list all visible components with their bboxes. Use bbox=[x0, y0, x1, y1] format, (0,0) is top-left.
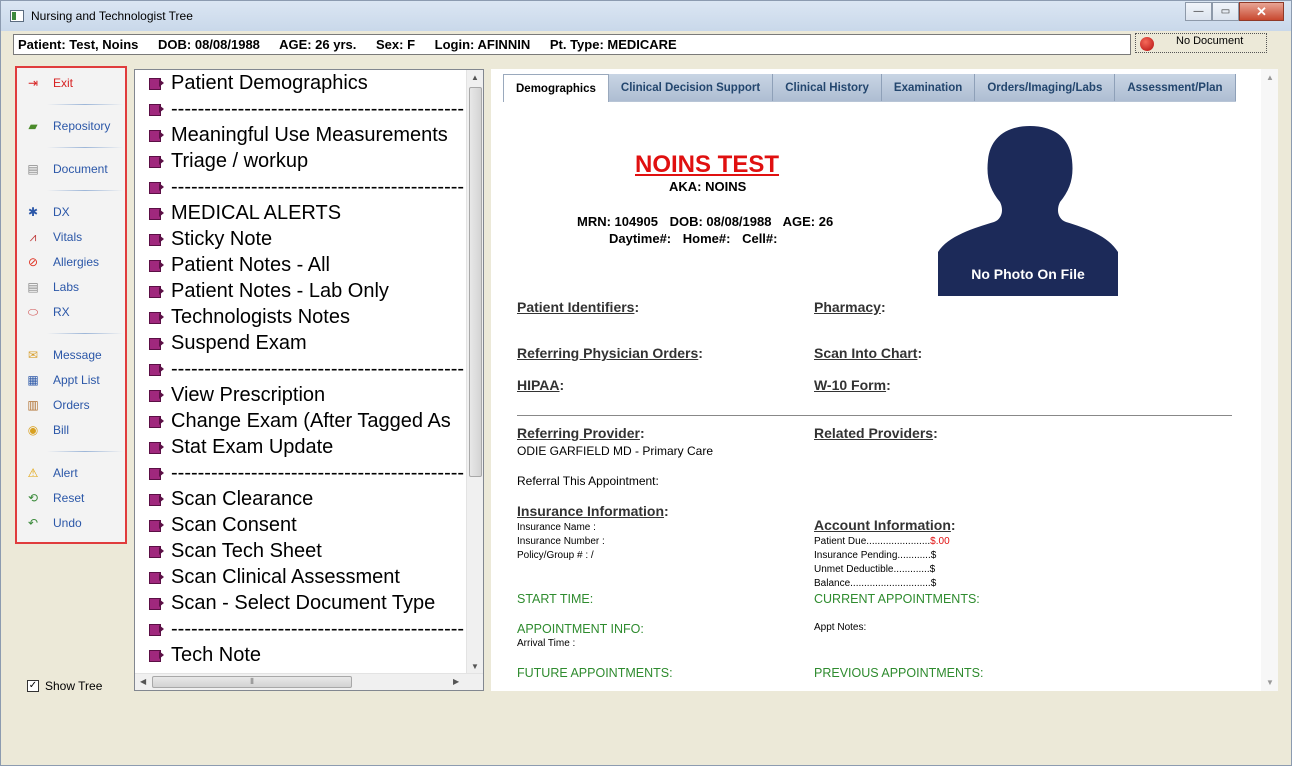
patient-type: Pt. Type: MEDICARE bbox=[549, 37, 677, 52]
menu-divider bbox=[47, 104, 123, 105]
menu-divider bbox=[47, 333, 123, 334]
menu-divider bbox=[47, 147, 123, 148]
tree-item[interactable] bbox=[149, 96, 464, 122]
tree-item[interactable] bbox=[149, 590, 435, 616]
tree-item-label: Change Exam (After Tagged As bbox=[171, 409, 451, 432]
tree-item-label: Scan Tech Sheet bbox=[171, 539, 322, 562]
alert-label: Alert bbox=[53, 466, 78, 480]
daytime-phone: Daytime#: bbox=[609, 231, 672, 246]
login-user: Login: AFINNIN bbox=[434, 37, 531, 52]
scroll-up-icon[interactable]: ▲ bbox=[471, 73, 479, 82]
tree-item[interactable] bbox=[149, 616, 464, 642]
section-divider bbox=[517, 415, 1232, 416]
referral-appointment: Referral This Appointment: bbox=[517, 474, 659, 488]
tree-item-label: Technologists Notes bbox=[171, 305, 350, 328]
policy-group: Policy/Group # : / bbox=[517, 550, 594, 561]
labs-button[interactable] bbox=[25, 278, 125, 296]
future-appointments: FUTURE APPOINTMENTS: bbox=[517, 666, 673, 680]
balance: Balance.............................$ bbox=[814, 578, 937, 589]
tree-item[interactable] bbox=[149, 252, 330, 278]
tree-node-icon bbox=[149, 390, 165, 400]
tree-item[interactable] bbox=[149, 226, 272, 252]
lab-report-icon: ▤ bbox=[27, 280, 39, 294]
appt-list-label: Appt List bbox=[53, 373, 100, 387]
tree-item[interactable] bbox=[149, 200, 341, 226]
tree-item-label: Suspend Exam bbox=[171, 331, 307, 354]
document-icon: ▤ bbox=[27, 162, 39, 176]
arrival-time: Arrival Time : bbox=[517, 638, 576, 649]
document-button[interactable] bbox=[25, 160, 125, 178]
tree-item-label: Scan - Select Document Type bbox=[171, 591, 436, 614]
reset-icon: ⟲ bbox=[27, 491, 39, 505]
exit-label: Exit bbox=[53, 76, 74, 90]
tree-item[interactable] bbox=[149, 382, 325, 408]
referring-orders-link[interactable]: Referring Physician Orders: bbox=[517, 345, 703, 361]
warning-icon: ⚠ bbox=[27, 466, 39, 480]
tree-node-icon bbox=[149, 442, 165, 452]
tree-node-icon bbox=[149, 416, 165, 426]
patient-name: Patient: Test, Noins bbox=[18, 37, 139, 52]
orders-label: Orders bbox=[53, 398, 90, 412]
scroll-left-icon[interactable]: ◀ bbox=[140, 677, 147, 686]
tab-examination[interactable]: Examination bbox=[882, 74, 975, 101]
labs-label: Labs bbox=[53, 280, 80, 294]
tree-item-label: View Prescription bbox=[171, 383, 326, 406]
scroll-thumb[interactable] bbox=[469, 87, 482, 477]
reset-label: Reset bbox=[53, 491, 85, 505]
current-appointments: CURRENT APPOINTMENTS: bbox=[814, 592, 980, 606]
tree-item-label: -------------------------------------------- bbox=[171, 617, 465, 640]
repository-label: Repository bbox=[53, 119, 111, 133]
undo-label: Undo bbox=[53, 516, 82, 530]
tree-item[interactable] bbox=[149, 538, 322, 564]
undo-icon: ↶ bbox=[27, 516, 39, 530]
window-controls bbox=[1185, 2, 1284, 22]
maximize-button[interactable]: ▭ bbox=[1212, 2, 1239, 21]
tree-item-label: -------------------------------------------- bbox=[171, 461, 465, 484]
rx-label: RX bbox=[53, 305, 70, 319]
unmet-deductible: Unmet Deductible.............$ bbox=[814, 564, 936, 575]
scroll-thumb[interactable]: ⦀ bbox=[152, 676, 352, 688]
insurance-name: Insurance Name : bbox=[517, 522, 596, 533]
patient-age: AGE: 26 yrs. bbox=[279, 37, 357, 52]
clipboard-icon: ▥ bbox=[27, 398, 39, 412]
patient-full-name: NOINS TEST bbox=[635, 151, 780, 178]
content-vertical-scrollbar[interactable] bbox=[1261, 69, 1278, 691]
checkbox-icon: ✓ bbox=[28, 680, 38, 691]
tree-item[interactable] bbox=[149, 330, 307, 356]
dx-label: DX bbox=[53, 205, 70, 219]
vitals-label: Vitals bbox=[53, 230, 83, 244]
demographics-panel bbox=[491, 69, 1278, 691]
allergies-button[interactable] bbox=[25, 253, 125, 271]
tab-orders-imaging-labs[interactable]: Orders/Imaging/Labs bbox=[975, 74, 1115, 101]
scroll-right-icon[interactable]: ▶ bbox=[453, 677, 460, 686]
tree-node-icon bbox=[149, 520, 165, 530]
nursing-tree bbox=[134, 69, 484, 691]
status-dot-icon bbox=[1140, 37, 1154, 51]
hipaa-link[interactable]: HIPAA: bbox=[517, 377, 565, 393]
tree-node-icon bbox=[149, 494, 165, 504]
rx-button[interactable] bbox=[25, 303, 125, 321]
w10-form-link[interactable]: W-10 Form: bbox=[814, 377, 891, 393]
patient-sex: Sex: F bbox=[376, 37, 416, 52]
pharmacy-link[interactable]: Pharmacy: bbox=[814, 299, 886, 315]
tree-node-icon bbox=[149, 104, 165, 114]
tree-item[interactable] bbox=[149, 122, 448, 148]
app-icon bbox=[10, 10, 24, 22]
tree-vertical-scrollbar[interactable] bbox=[466, 70, 483, 674]
photo-label: No Photo On File bbox=[971, 266, 1085, 282]
pill-icon: ⬭ bbox=[27, 304, 39, 319]
tree-node-icon bbox=[149, 650, 165, 660]
tree-item[interactable] bbox=[149, 642, 261, 668]
scan-into-chart-link[interactable]: Scan Into Chart: bbox=[814, 345, 923, 361]
patient-aka: AKA: NOINS bbox=[669, 179, 747, 194]
document-status-text: No Document bbox=[1176, 35, 1244, 47]
tree-node-icon bbox=[149, 182, 165, 192]
tree-item[interactable] bbox=[149, 408, 451, 434]
tree-item[interactable] bbox=[149, 486, 313, 512]
tree-item[interactable] bbox=[149, 70, 368, 96]
account-information-link[interactable]: Account Information: bbox=[814, 517, 956, 533]
message-button[interactable] bbox=[25, 346, 125, 364]
tree-node-icon bbox=[149, 624, 165, 634]
bill-button[interactable] bbox=[25, 421, 125, 439]
chart-icon: ⩘ bbox=[29, 229, 37, 244]
tree-node-icon bbox=[149, 468, 165, 478]
tree-item[interactable] bbox=[149, 564, 400, 590]
tree-item[interactable] bbox=[149, 304, 350, 330]
coins-icon: ◉ bbox=[27, 423, 39, 437]
tree-node-icon bbox=[149, 234, 165, 244]
tree-item[interactable] bbox=[149, 174, 464, 200]
calendar-icon: ▦ bbox=[27, 373, 39, 387]
cell-phone: Cell#: bbox=[742, 231, 778, 246]
tree-node-icon bbox=[149, 338, 165, 348]
patient-identifiers-link[interactable]: Patient Identifiers: bbox=[517, 299, 640, 315]
tree-item-label: -------------------------------------------- bbox=[171, 175, 465, 198]
tree-item-label: Stat Exam Update bbox=[171, 435, 334, 458]
tree-item-label: Triage / workup bbox=[171, 149, 309, 172]
referring-provider-value: ODIE GARFIELD MD - Primary Care bbox=[517, 444, 714, 458]
tree-item-label: -------------------------------------------- bbox=[171, 357, 465, 380]
tree-item-label: Patient Notes - All bbox=[171, 253, 330, 276]
tree-node-icon bbox=[149, 208, 165, 218]
exit-button[interactable] bbox=[25, 74, 125, 92]
patient-dob: DOB: 08/08/1988 bbox=[158, 37, 260, 52]
start-time: START TIME: bbox=[517, 592, 594, 606]
tree-item[interactable] bbox=[149, 434, 333, 460]
tab-demographics[interactable]: Demographics bbox=[503, 74, 609, 102]
tree-node-icon bbox=[149, 572, 165, 582]
previous-appointments: PREVIOUS APPOINTMENTS: bbox=[814, 666, 984, 680]
document-status[interactable] bbox=[1135, 33, 1267, 53]
envelope-icon: ✉ bbox=[27, 348, 39, 362]
left-menu bbox=[15, 66, 127, 544]
scroll-up-icon[interactable]: ▲ bbox=[1266, 73, 1274, 82]
tree-node-icon bbox=[149, 260, 165, 270]
dx-button[interactable] bbox=[25, 203, 125, 221]
tree-item-label: Patient Demographics bbox=[171, 71, 368, 94]
bill-label: Bill bbox=[53, 423, 70, 437]
tree-node-icon bbox=[149, 286, 165, 296]
tree-node-icon bbox=[149, 364, 165, 374]
tree-node-icon bbox=[149, 598, 165, 608]
patient-phones bbox=[609, 231, 785, 246]
close-button[interactable]: ✕ bbox=[1239, 2, 1284, 21]
allergy-icon: ⊘ bbox=[27, 255, 39, 269]
tree-item[interactable] bbox=[149, 278, 389, 304]
insurance-pending: Insurance Pending............$ bbox=[814, 550, 937, 561]
show-tree-label: Show Tree bbox=[45, 679, 103, 693]
mrn: MRN: 104905 bbox=[577, 214, 658, 229]
tree-item-label: Patient Notes - Lab Only bbox=[171, 279, 389, 302]
tree-item[interactable] bbox=[149, 148, 308, 174]
tree-item-label: Meaningful Use Measurements bbox=[171, 123, 448, 146]
patient-ids bbox=[577, 214, 841, 229]
tree-item-label: Scan Consent bbox=[171, 513, 297, 536]
tree-item[interactable] bbox=[149, 356, 464, 382]
related-providers-link[interactable]: Related Providers: bbox=[814, 425, 938, 441]
menu-divider bbox=[47, 190, 123, 191]
menu-divider bbox=[47, 451, 123, 452]
tree-item-label: Sticky Note bbox=[171, 227, 273, 250]
tree-item-label: MEDICAL ALERTS bbox=[171, 201, 342, 224]
folder-icon: ▰ bbox=[28, 119, 38, 133]
window-title: Nursing and Technologist Tree bbox=[31, 9, 193, 23]
document-label: Document bbox=[53, 162, 108, 176]
undo-button[interactable] bbox=[25, 514, 125, 532]
tree-node-icon bbox=[149, 78, 165, 88]
tab-clinical-history[interactable]: Clinical History bbox=[773, 74, 882, 101]
title-bar bbox=[1, 1, 1291, 31]
patient-photo[interactable] bbox=[938, 124, 1118, 296]
patient-header bbox=[13, 34, 1131, 55]
home-phone: Home#: bbox=[682, 231, 731, 246]
tab-bar bbox=[503, 74, 1236, 102]
tab-clinical-decision-support[interactable]: Clinical Decision Support bbox=[609, 74, 773, 101]
tree-node-icon bbox=[149, 130, 165, 140]
scroll-down-icon[interactable]: ▼ bbox=[1266, 678, 1274, 687]
tree-item-label: -------------------------------------------- bbox=[171, 97, 465, 120]
age: AGE: 26 bbox=[782, 214, 834, 229]
appt-notes: Appt Notes: bbox=[814, 622, 867, 633]
show-tree-checkbox[interactable] bbox=[27, 679, 102, 693]
message-label: Message bbox=[53, 348, 102, 362]
tree-node-icon bbox=[149, 546, 165, 556]
appointment-info: APPOINTMENT INFO: bbox=[517, 622, 644, 636]
tree-item-label: Tech Note bbox=[171, 643, 262, 666]
medical-star-icon: ✱ bbox=[27, 205, 39, 219]
exit-icon: ⇥ bbox=[27, 76, 39, 90]
dob: DOB: 08/08/1988 bbox=[669, 214, 772, 229]
tree-node-icon bbox=[149, 156, 165, 166]
insurance-information-link[interactable]: Insurance Information: bbox=[517, 503, 669, 519]
patient-due: Patient Due.......................$.00 bbox=[814, 536, 950, 547]
orders-button[interactable] bbox=[25, 396, 125, 414]
scroll-down-icon[interactable]: ▼ bbox=[471, 662, 479, 671]
tree-item[interactable] bbox=[149, 460, 464, 486]
appt-list-button[interactable] bbox=[25, 371, 125, 389]
tree-item[interactable] bbox=[149, 512, 297, 538]
repository-button[interactable] bbox=[25, 117, 125, 135]
vitals-button[interactable] bbox=[25, 228, 125, 246]
tab-assessment-plan[interactable]: Assessment/Plan bbox=[1115, 74, 1235, 101]
insurance-number: Insurance Number : bbox=[517, 536, 605, 547]
reset-button[interactable] bbox=[25, 489, 125, 507]
tree-horizontal-scrollbar[interactable] bbox=[135, 673, 483, 690]
tree-node-icon bbox=[149, 312, 165, 322]
tree-item-label: Scan Clinical Assessment bbox=[171, 565, 400, 588]
minimize-button[interactable]: — bbox=[1185, 2, 1212, 21]
allergies-label: Allergies bbox=[53, 255, 100, 269]
referring-provider-link[interactable]: Referring Provider: bbox=[517, 425, 645, 441]
alert-button[interactable] bbox=[25, 464, 125, 482]
tree-item-label: Scan Clearance bbox=[171, 487, 314, 510]
